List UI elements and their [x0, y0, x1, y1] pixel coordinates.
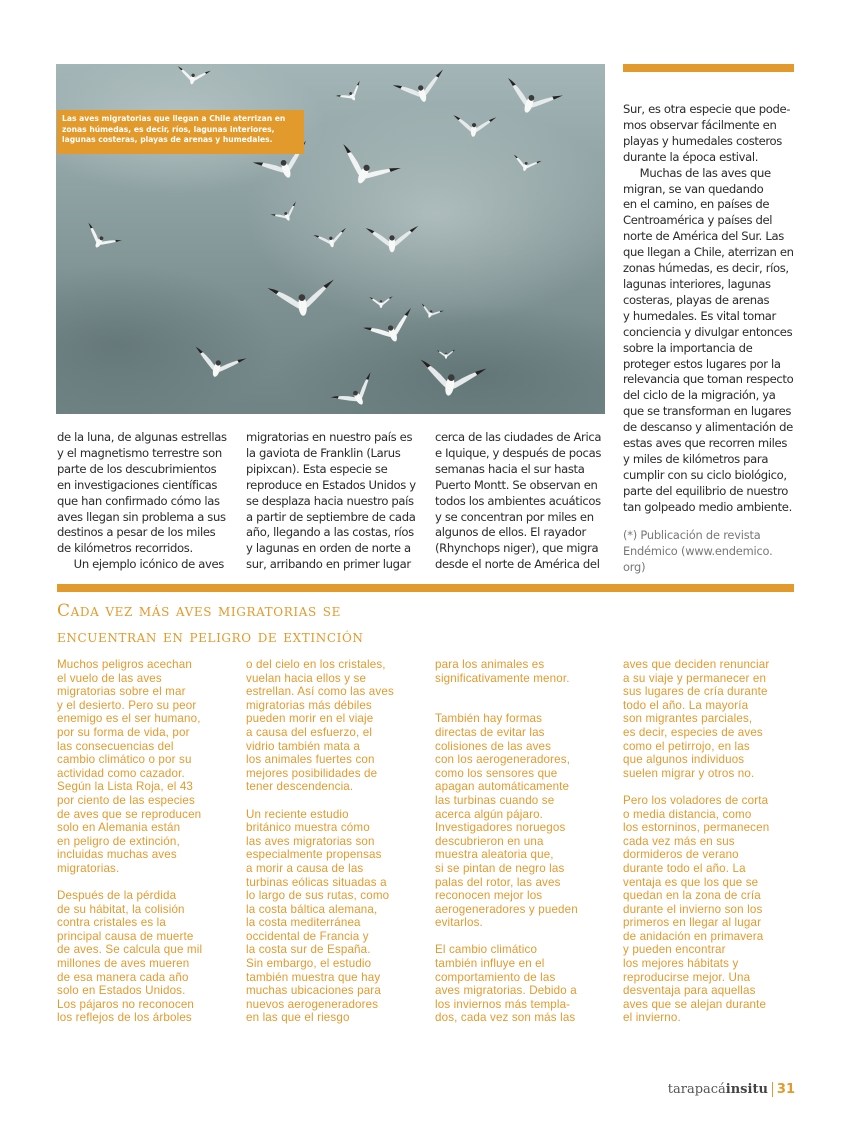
- article-column-1: de la luna, de algunas estrellas y el magnetismo terrestre son parte de los descubrimientos en investigaciones científicas que han confirmado cómo las aves llegan sin problema a sus destinos a pesar de los miles de kilómetros recorridos. Un ejemplo icónico de aves: [57, 430, 227, 572]
- page-footer: [668, 1079, 795, 1099]
- accent-bar-top: [623, 64, 794, 72]
- page-number: 31: [776, 1081, 795, 1097]
- section-heading-line-1: Cada vez más aves migratorias se: [57, 601, 341, 621]
- footer-divider: [772, 1082, 773, 1097]
- article-column-3: cerca de las ciudades de Arica e Iquique, y después de pocas semanas hacia el sur hasta Puerto Montt. Se observan en todos los ambientes acuáticos y se concentran por miles en algunos de ellos. El rayador (Rhynchops niger), que migra desde el norte de América del: [435, 430, 602, 572]
- article-column-2: migratorias en nuestro país es la gaviota de Franklin (Larus pipixcan). Esta especie se reproduce en Estados Unidos y se desplaza hacia nuestro país a partir de septiembre de cada año, llegando a las costas, ríos y lagunas en orden de norte a sur, arribando en primer lugar: [246, 430, 416, 572]
- footer-brand-b: insitu: [725, 1081, 768, 1097]
- section-column-4: aves que deciden renunciar a su viaje y permanecer en sus lugares de cría durante todo el año. La mayoría son migrantes parciales, es decir, especies de aves como el petirrojo, en las que algunos individuos suelen migrar y otros no. Pero los voladores de corta o media distancia, como los estorninos, permanecen cada vez más en sus dormideros de verano durante todo el año. La ventaja es que los que se quedan en la zona de cría durante el invierno son los primeros en llegar al lugar de anidación en primavera y pueden encontrar los mejores hábitats y reproducirse mejor. Una desventaja para aquellas aves que se alejan durante el invierno.: [623, 658, 770, 1025]
- section-column-2: o del cielo en los cristales, vuelan hacia ellos y se estrellan. Así como las aves migratorias más débiles pueden morir en el viaje a causa del esfuerzo, el vidrio también mata a los animales fuertes con mejores posibilidades de tener descendencia. Un reciente estudio británico muestra cómo las aves migratorias son especialmente propensas a morir a causa de las turbinas eólicas situadas a lo largo de sus rutas, como la costa báltica alemana, la costa mediterránea occidental de Francia y la costa sur de España. Sin embargo, el estudio también muestra que hay muchas ubicaciones para nuevos aerogeneradores en las que el riesgo: [246, 658, 394, 1025]
- seagull-icon: [80, 221, 123, 257]
- seagull-icon: [335, 81, 367, 108]
- section-column-1: Muchos peligros acechan el vuelo de las aves migratorias sobre el mar y el desierto. Pero su peor enemigo es el ser humano, por su forma de vida, por las consecuencias del cambio climático o por su actividad como cazador. Según la Lista Roja, el 43 por ciento de las especies de aves que se reproducen solo en Alemania están en peligro de extinción, incluidas muchas aves migratorias. Después de la pérdida de su hábitat, la colisión contra cristales es la principal causa de muerte de aves. Se calcula que mil millones de aves mueren de esa manera cada año solo en Estados Unidos. Los pájaros no reconocen los reflejos de los árboles: [57, 658, 203, 1025]
- footer-brand-a: tarapacá: [667, 1081, 726, 1097]
- section-column-3: para los animales es significativamente menor. También hay formas directas de evitar las colisiones de las aves con los aerogeneradores, como los sensores que apagan automáticamente las turbinas cuando se acerca algún pájaro. Investigadores noruegos descubrieron en una muestra aleatoria que, si se pintan de negro las palas del rotor, las aves reconocen mejor los aerogeneradores y pueden evitarlos. El cambio climático también influye en el comportamiento de las aves migratorias. Debido a los inviernos más templa- dos, cada vez son más las: [435, 658, 578, 1025]
- section-heading-line-2: encuentran en peligro de extinción: [57, 627, 364, 647]
- article-column-4: Sur, es otra especie que pode- mos observar fácilmente en playas y humedales costeros durante la época estival. Muchas de las aves que migran, se van quedando en el camino, en países de Centroamérica y países del norte de América del Sur. Las que llegan a Chile, aterrizan en zonas húmedas, es decir, ríos, lagunas interiores, lagunas costeras, playas de arenas y humedales. Es vital tomar conciencia y divulgar entonces sobre la importancia de proteger estos lugares por la relevancia que toman respecto del ciclo de la migración, ya que se transforman en lugares de descanso y alimentación de estas aves que recorren miles y miles de kilómetros para cumplir con su ciclo biológico, parte del equilibrio de nuestro tan golpeado medio ambiente.: [623, 102, 794, 514]
- photo-caption: Las aves migratorias que llegan a Chile aterrizan en zonas húmedas, es decir, ríos, lagunas interiores, lagunas costeras, playas de arenas y humedales.: [57, 110, 304, 154]
- accent-bar-section: [57, 584, 794, 592]
- seagull-icon: [392, 69, 450, 108]
- source-note: (*) Publicación de revista Endémico (www.endemico. org): [623, 528, 773, 574]
